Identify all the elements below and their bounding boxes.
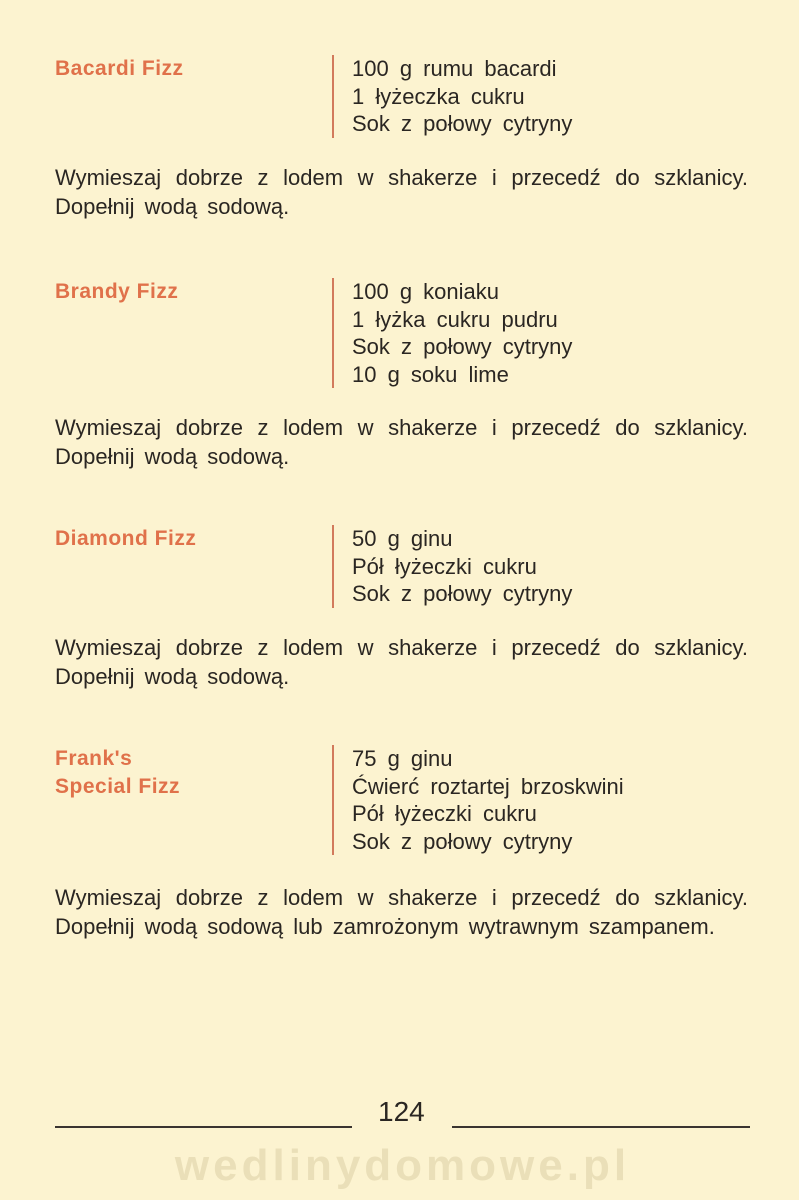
ingredient: Ćwierć roztartej brzoskwini	[352, 773, 624, 799]
ingredient: 50 g ginu	[352, 526, 453, 551]
instructions: Wymieszaj dobrze z lodem w shakerze i przecedź do szklanicy. Dopełnij wodą sodową.	[55, 415, 748, 469]
ingredient: Sok z połowy cytryny	[352, 334, 573, 359]
ingredient: 75 g ginu	[352, 746, 453, 771]
ingredient: Sok z połowy cytryny	[352, 581, 573, 606]
recipe-title	[55, 745, 315, 801]
title-line: Frank's	[55, 747, 133, 770]
ingredient: Sok z połowy cytryny	[352, 111, 573, 136]
title-line: Bacardi Fizz	[55, 57, 184, 80]
ingredient: Sok z połowy cytryny	[352, 828, 573, 854]
ingredient: 100 g rumu bacardi	[352, 56, 557, 81]
watermark: wedlinydomowe.pl	[174, 1141, 631, 1190]
title-line: Brandy Fizz	[55, 280, 179, 303]
instructions: Wymieszaj dobrze z lodem w shakerze i przecedź do szklanicy. Dopełnij wodą sodową lub zamrożonym wytrawnym szampanem.	[55, 885, 748, 939]
ingredient: 100 g koniaku	[352, 279, 499, 304]
ingredient-list	[332, 745, 624, 855]
title-line: Special Fizz	[55, 775, 181, 798]
recipe-title	[55, 278, 315, 306]
instructions: Wymieszaj dobrze z lodem w shakerze i przecedź do szklanicy. Dopełnij wodą sodową.	[55, 165, 748, 219]
ingredient: 1 łyżka cukru pudru	[352, 306, 558, 332]
page-number: 124	[378, 1096, 425, 1127]
page-footer	[55, 1095, 750, 1135]
ingredient: 1 łyżeczka cukru	[352, 83, 525, 109]
ingredient-list	[332, 278, 572, 388]
ingredient-list	[332, 525, 572, 608]
recipe-title	[55, 525, 315, 553]
footer-rule-right	[452, 1126, 750, 1128]
ingredient-list	[332, 55, 572, 138]
title-line: Diamond Fizz	[55, 527, 197, 550]
ingredient: Pół łyżeczki cukru	[352, 801, 537, 826]
ingredient: 10 g soku lime	[352, 361, 509, 387]
footer-rule-left	[55, 1126, 352, 1128]
ingredient: Pół łyżeczki cukru	[352, 553, 537, 579]
instructions: Wymieszaj dobrze z lodem w shakerze i przecedź do szklanicy. Dopełnij wodą sodową.	[55, 635, 748, 689]
recipe-title	[55, 55, 315, 83]
